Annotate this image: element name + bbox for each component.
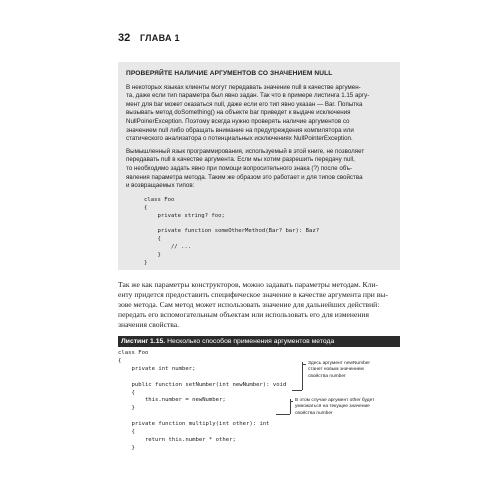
code-line: { [144,204,148,211]
text-line: статического анализатора о потенциальных исключениях NullPointerException. [126,135,353,143]
annotation-1-leader [292,390,302,391]
code-line: return this.number * other; [118,436,236,443]
text-line: та, даже если тип параметра был явно задан. Так что в примере листинга 1.15 аргу- [126,92,370,100]
code-line: this.number = newNumber; [118,397,226,404]
text-line: значения свойства. [118,320,180,329]
listing-code-block [118,350,286,453]
text-line: В некоторых языках клиенты могут передавать значение null в качестве аргумен- [126,83,361,91]
sidebar-code-block [144,197,392,268]
chapter-title: ГЛАВА 1 [140,33,180,43]
text-line: значением null либо обращать внимание на предупреждения компилятора или [126,126,354,134]
annotation-line: Здесь аргумент newNumber [308,361,371,366]
annotation-line: В этом случае аргумент other будет [295,398,375,403]
code-line: // ... [144,244,192,251]
annotation-1 [308,361,370,380]
body-paragraph [118,280,400,330]
sidebar-paragraph-1 [126,84,392,144]
code-line: } [118,444,135,451]
sidebar-title: ПРОВЕРЯЙТЕ НАЛИЧИЕ АРГУМЕНТОВ СО ЗНАЧЕНИЕМ NULL [126,70,333,77]
text-line: енту придется предоставить специфическое значение в качестве аргумента при вы- [118,290,388,299]
code-line: } [118,405,135,412]
annotation-1-tick [302,364,306,365]
annotation-line: свойства number [308,373,346,379]
page-header [118,32,400,46]
sidebar-box [118,62,400,270]
text-line: мент для bar может оказаться null, даже если его тип явно указан — Bar. Попытка [126,100,363,108]
text-line: зове метода. Сам метод может использовать значение для дальнейших действий: [118,300,380,309]
code-line: { [118,357,122,364]
annotation-line: станет новым значением [308,367,364,373]
annotation-line: умножаться на текущее значение [295,404,370,410]
code-line: private string? foo; [144,212,225,219]
code-line: } [144,259,148,266]
text-line: Так же как параметры конструкторов, можно задавать параметры методам. Кли- [118,280,378,289]
code-line: } [144,252,161,259]
page-number: 32 [118,32,131,44]
text-line: то необходимо задать явно при помощи вопросительного знака (?) после объ- [126,164,353,172]
code-line: { [118,429,135,436]
listing-caption [118,336,400,347]
annotation-2-leader [276,414,290,415]
text-line: передавать null в качестве аргумента. Если мы хотим разрешить передачу null, [126,156,355,164]
listing-label: Листинг 1.15. [121,338,166,345]
code-line: private function multiply(int other): int [118,421,270,428]
listing-title: Несколько способов применения аргументов метода [167,338,335,345]
text-line: и возвращаемых типов: [126,182,195,190]
text-line: вызывать метод doSomething() на объекте bar приведет к выдаче исключения [126,109,351,117]
code-line: public function setNumber(int newNumber): void [118,381,287,388]
text-line: передать его вспомогательным объектам или использовать его для изменения [118,310,369,319]
annotation-line: свойства number [295,410,333,416]
text-line: явления параметра метода. Таким же образом это работает и для типов свойства [126,173,363,181]
code-line: private function someOtherMethod(Bar? bar): Baz? [144,228,320,235]
text-line: NullPoinerException. Поэтому всегда нужно проверять наличие аргументов со [126,117,350,125]
text-line: Вымышленный язык программирования, используемый в этой книге, не позволяет [126,147,365,155]
annotation-2 [295,398,374,417]
annotation-2-tick [290,401,293,402]
code-line: { [118,389,135,396]
code-line: { [144,236,161,243]
code-line: private int number; [118,365,196,372]
code-line: class Foo [118,350,149,356]
code-line: class Foo [144,196,175,203]
annotation-1-bracket [302,362,303,390]
sidebar-paragraph-2 [126,148,392,191]
